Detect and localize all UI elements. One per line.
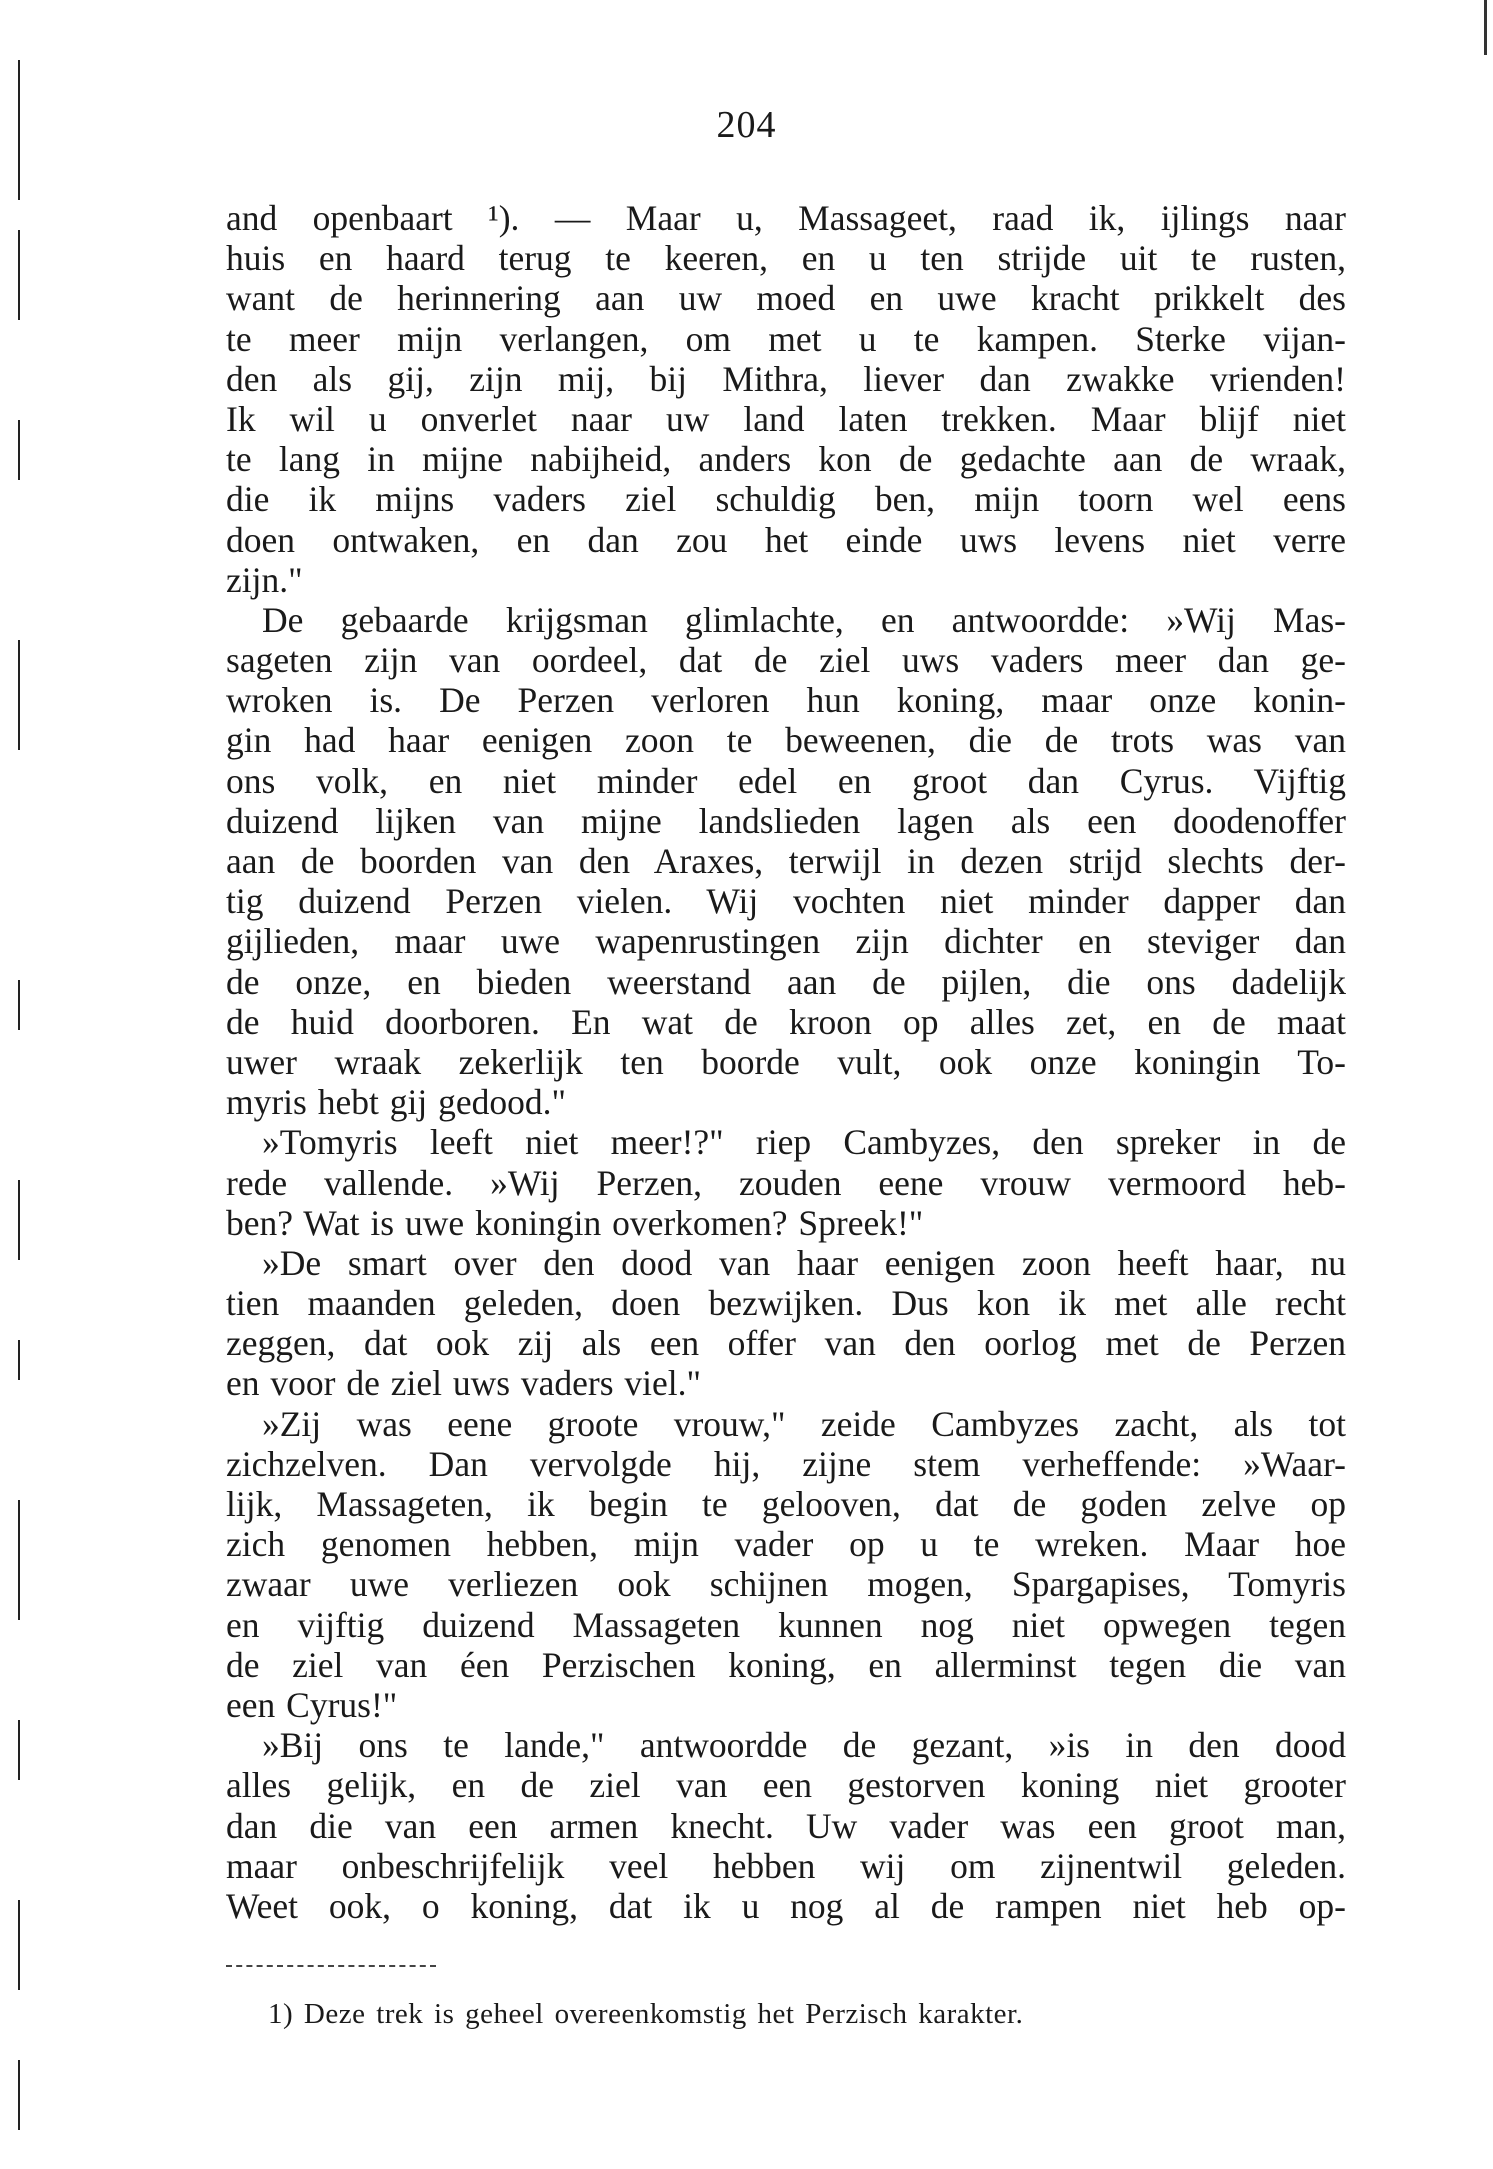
text-line: den als gij, zijn mij, bij Mithra, liever dan zwakke vrienden! bbox=[226, 358, 1346, 399]
text-line: huis en haard terug te keeren, en u ten strijde uit te rusten, bbox=[226, 238, 1346, 279]
margin-mark bbox=[18, 640, 20, 750]
text-line: uwer wraak zekerlijk ten boorde vult, ook onze koningin To- bbox=[226, 1041, 1346, 1082]
text-line: te meer mijn verlangen, om met u te kampen. Sterke vijan- bbox=[226, 318, 1346, 359]
text-line: wroken is. De Perzen verloren hun koning, maar onze konin- bbox=[226, 680, 1346, 721]
text-line: lijk, Massageten, ik begin te gelooven, dat de goden zelve op bbox=[226, 1484, 1346, 1524]
text-line: en voor de ziel uws vaders viel." bbox=[226, 1363, 702, 1404]
margin-mark bbox=[18, 980, 20, 1030]
text-line: »Bij ons te lande," antwoordde de gezant, »is in den dood bbox=[262, 1725, 1346, 1766]
text-line: alles gelijk, en de ziel van een gestorven koning niet grooter bbox=[226, 1765, 1346, 1806]
margin-mark bbox=[18, 230, 20, 320]
body-text bbox=[226, 198, 1346, 1926]
text-line: Ik wil u onverlet naar uw land laten trekken. Maar blijf niet bbox=[226, 398, 1346, 439]
footnote-rule bbox=[226, 1965, 436, 1967]
margin-mark bbox=[18, 1340, 20, 1380]
page-edge-mark bbox=[1484, 0, 1487, 55]
text-line: ben? Wat is uwe koningin overkomen? Spreek!" bbox=[226, 1202, 924, 1243]
text-line: te lang in mijne nabijheid, anders kon de gedachte aan de wraak, bbox=[226, 439, 1346, 480]
text-line: Weet ook, o koning, dat ik u nog al de rampen niet heb op- bbox=[226, 1885, 1346, 1926]
text-line: zijn." bbox=[226, 559, 303, 600]
margin-mark bbox=[18, 1500, 20, 1620]
text-line: dan die van een armen knecht. Uw vader was een groot man, bbox=[226, 1805, 1346, 1846]
margin-mark bbox=[18, 1720, 20, 1780]
text-line: myris hebt gij gedood." bbox=[226, 1082, 566, 1123]
text-line: een Cyrus!" bbox=[226, 1684, 398, 1725]
margin-mark bbox=[18, 1180, 20, 1260]
text-line: tig duizend Perzen vielen. Wij vochten niet minder dapper dan bbox=[226, 881, 1346, 922]
text-line: zich genomen hebben, mijn vader op u te wreken. Maar hoe bbox=[226, 1524, 1346, 1565]
text-line: tien maanden geleden, doen bezwijken. Dus kon ik met alle recht bbox=[226, 1283, 1346, 1324]
text-line: de huid doorboren. En wat de kroon op alles zet, en de maat bbox=[226, 1001, 1346, 1042]
text-line: maar onbeschrijfelijk veel hebben wij om zijnentwil geleden. bbox=[226, 1845, 1346, 1886]
footnote: 1) Deze trek is geheel overeenkomstig het Perzisch karakter. bbox=[268, 1998, 1024, 2030]
margin-mark bbox=[18, 1900, 20, 1990]
page-number: 204 bbox=[716, 104, 777, 146]
text-line: de onze, en bieden weerstand aan de pijlen, die ons dadelijk bbox=[226, 961, 1346, 1002]
text-line: ons volk, en niet minder edel en groot dan Cyrus. Vijftig bbox=[226, 760, 1346, 801]
text-line: duizend lijken van mijne landslieden lagen als een doodenoffer bbox=[226, 800, 1346, 841]
text-line: gijlieden, maar uwe wapenrustingen zijn dichter en steviger dan bbox=[226, 921, 1346, 962]
text-line: zwaar uwe verliezen ook schijnen mogen, Spargapises, Tomyris bbox=[226, 1564, 1346, 1605]
text-line: de ziel van éen Perzischen koning, en allerminst tegen die van bbox=[226, 1644, 1346, 1685]
binding-margin bbox=[0, 0, 40, 2169]
text-line: gin had haar eenigen zoon te beweenen, die de trots was van bbox=[226, 720, 1346, 761]
text-line: aan de boorden van den Araxes, terwijl in dezen strijd slechts der- bbox=[226, 841, 1346, 881]
margin-mark bbox=[18, 420, 20, 480]
margin-mark bbox=[18, 2060, 20, 2130]
text-line: »Tomyris leeft niet meer!?" riep Cambyzes, den spreker in de bbox=[262, 1122, 1346, 1163]
text-line: sageten zijn van oordeel, dat de ziel uws vaders meer dan ge- bbox=[226, 640, 1346, 681]
text-line: zeggen, dat ook zij als een offer van den oorlog met de Perzen bbox=[226, 1323, 1346, 1364]
text-line: »De smart over den dood van haar eenigen zoon heeft haar, nu bbox=[262, 1242, 1346, 1283]
text-line: zichzelven. Dan vervolgde hij, zijne stem verheffende: »Waar- bbox=[226, 1443, 1346, 1484]
text-line: »Zij was eene groote vrouw," zeide Cambyzes zacht, als tot bbox=[262, 1403, 1346, 1444]
text-line: De gebaarde krijgsman glimlachte, en antwoordde: »Wij Mas- bbox=[262, 599, 1346, 640]
text-line: want de herinnering aan uw moed en uwe kracht prikkelt des bbox=[226, 278, 1346, 319]
text-line: and openbaart ¹). — Maar u, Massageet, raad ik, ijlings naar bbox=[226, 198, 1346, 238]
text-line: die ik mijns vaders ziel schuldig ben, mijn toorn wel eens bbox=[226, 479, 1346, 520]
text-line: rede vallende. »Wij Perzen, zouden eene vrouw vermoord heb- bbox=[226, 1162, 1346, 1203]
text-line: doen ontwaken, en dan zou het einde uws levens niet verre bbox=[226, 519, 1346, 560]
text-line: en vijftig duizend Massageten kunnen nog niet opwegen tegen bbox=[226, 1604, 1346, 1645]
